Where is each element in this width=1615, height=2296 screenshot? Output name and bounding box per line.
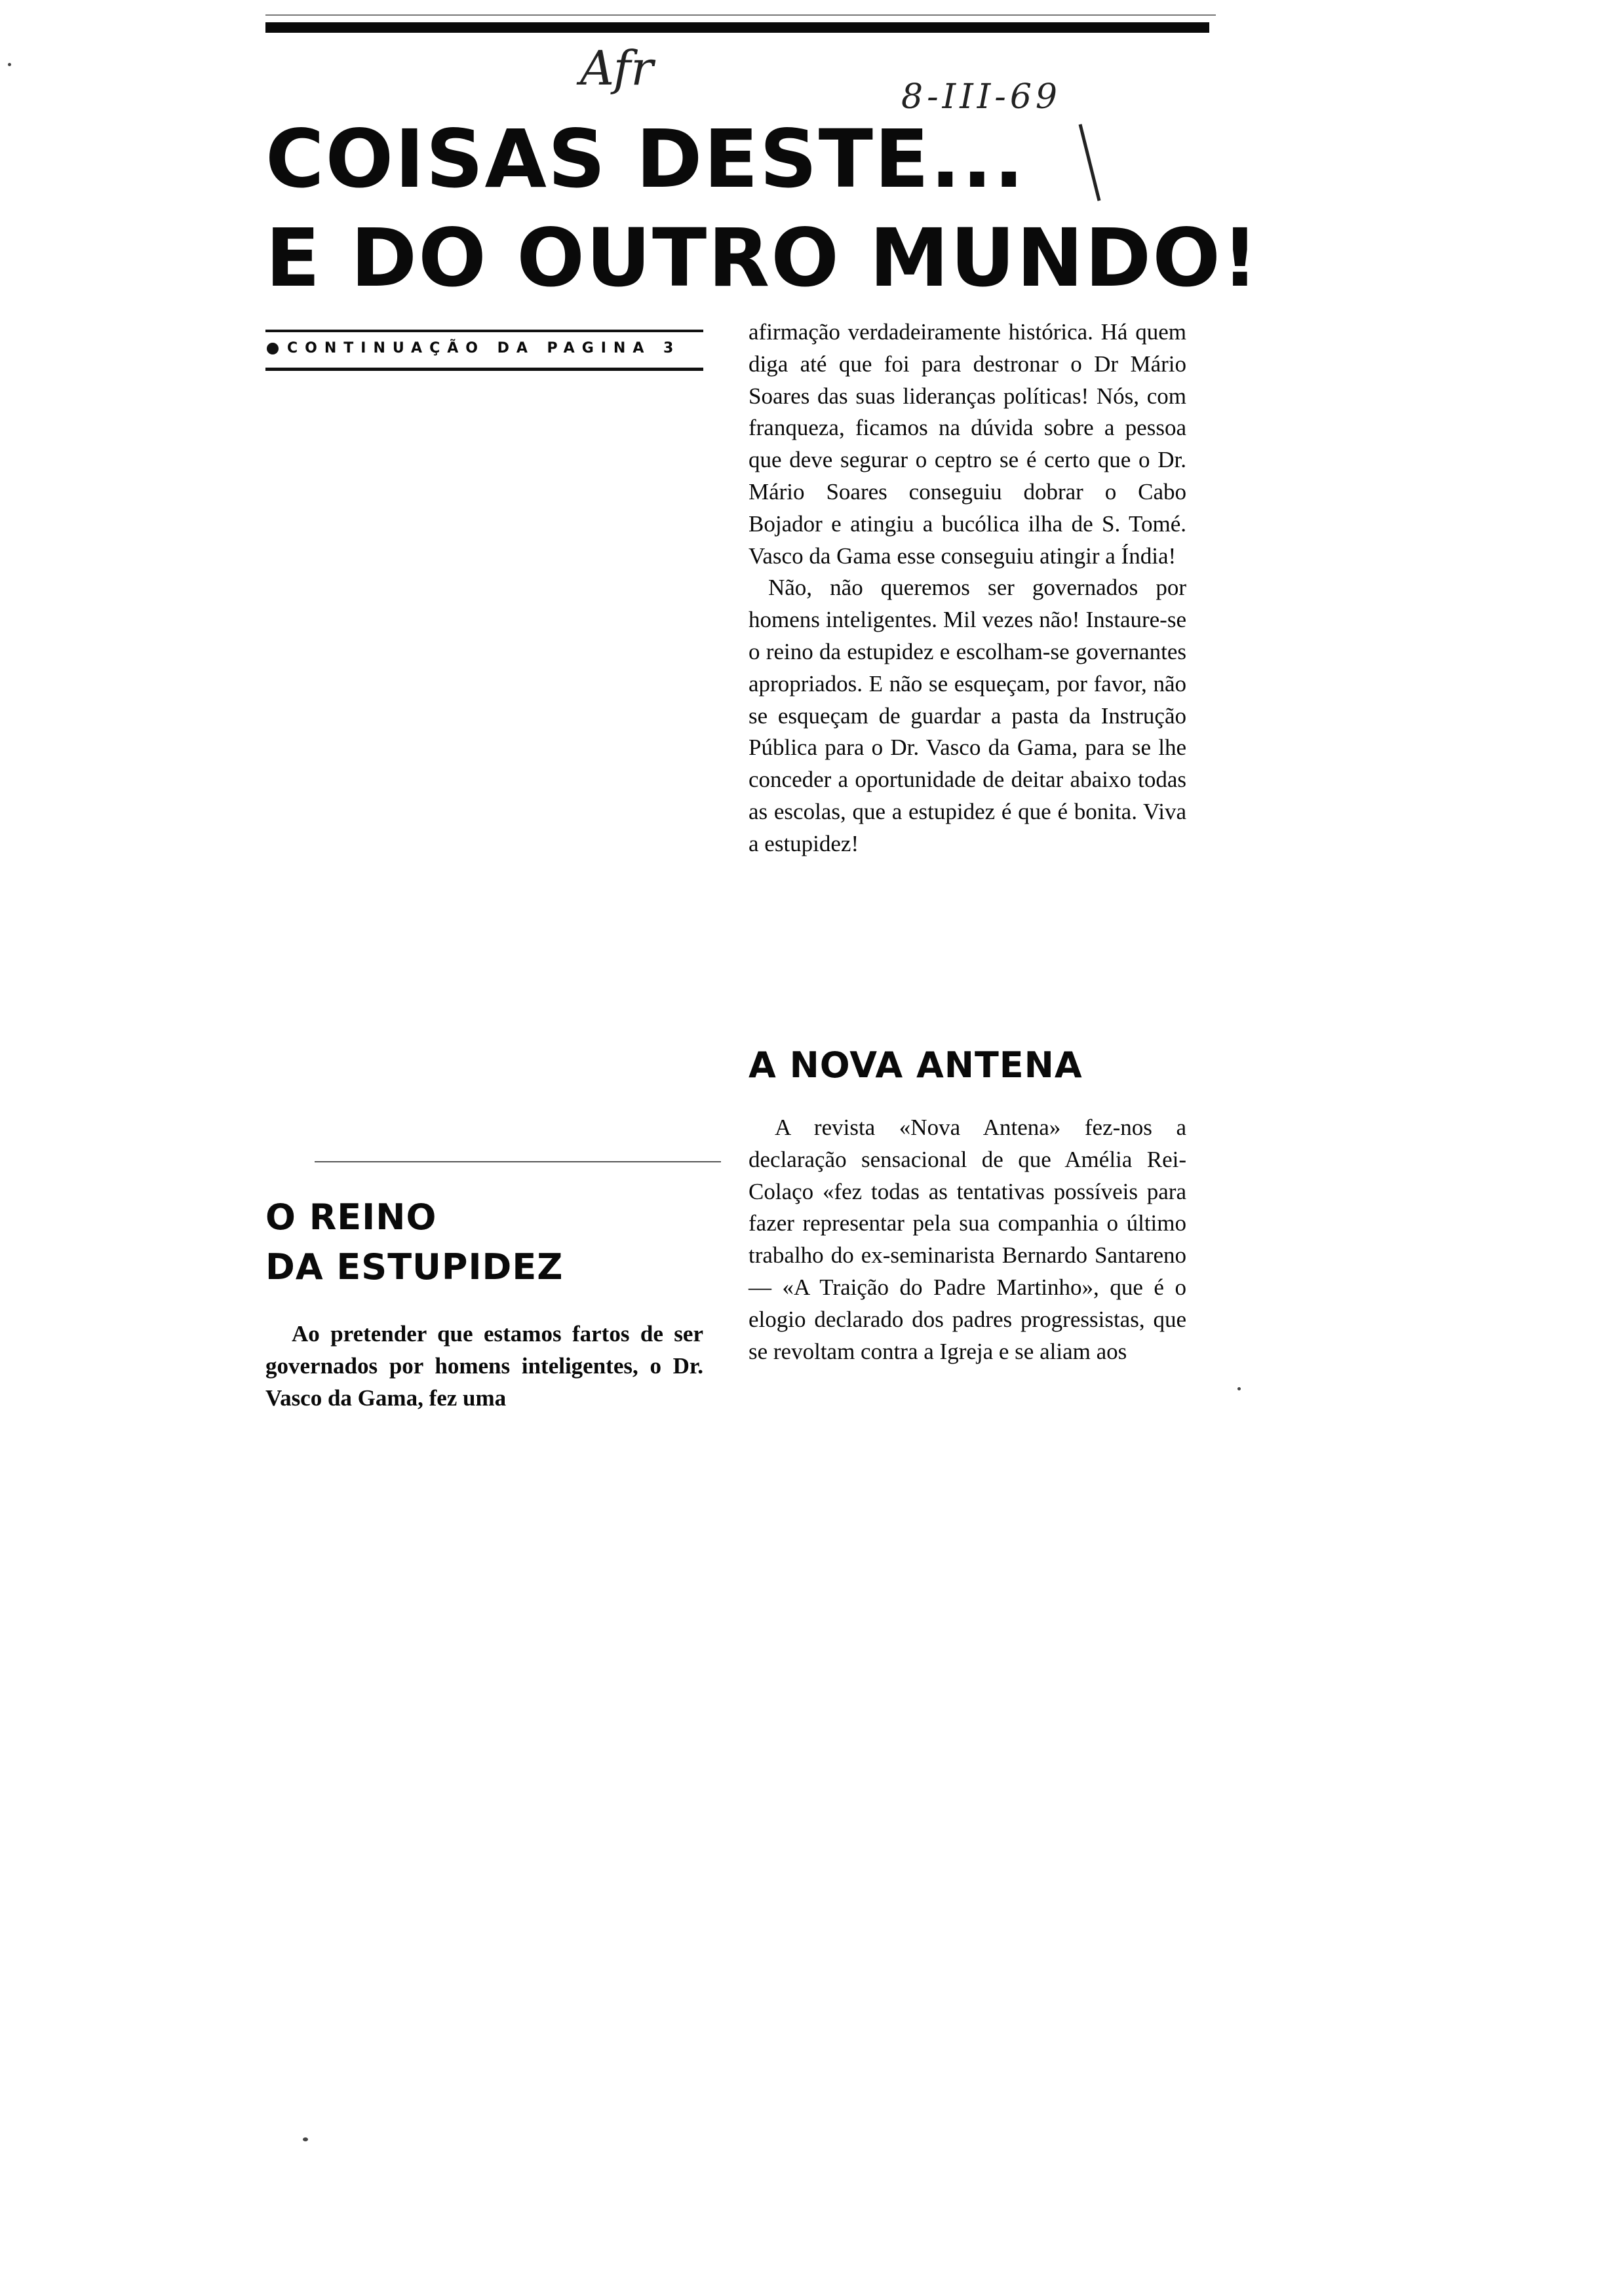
scan-speck: [303, 2137, 308, 2141]
right-column-article: [749, 316, 1186, 860]
reino-intro: [265, 1318, 703, 1414]
continuation-rule-bottom: [265, 368, 703, 371]
top-thick-rule: [265, 22, 1209, 33]
nova-antena-article: [749, 1112, 1186, 1368]
reino-intro-paragraph: Ao pretender que estamos fartos de ser governados por homens inteligentes, o Dr. Vasco da Gama, fez uma: [265, 1321, 703, 1411]
continuation-rule-top: [265, 330, 703, 332]
bullet-dot: [267, 343, 279, 354]
top-thin-rule: [265, 14, 1216, 16]
nova-antena-paragraph: A revista «Nova Antena» fez-nos a declaração sensacional de que Amélia Rei-Colaço «fez todas as tentativas possíveis para fazer representar pela sua companhia o último trabalho do ex-seminarista Bernardo Santareno — «A Traição do Padre Martinho», que é o elogio declarado dos padres progressistas, que se revoltam contra a Igreja e se aliam aos: [749, 1115, 1186, 1364]
headline-line-2: E DO OUTRO MUNDO!: [265, 212, 1260, 305]
scan-speck: [1237, 1387, 1241, 1390]
scan-speck: [8, 63, 11, 66]
section-title-nova-antena: A NOVA ANTENA: [749, 1044, 1083, 1086]
continuation-label: CONTINUAÇÃO DA PAGINA 3: [287, 340, 681, 356]
article-paragraph-1: afirmação verdadeiramente histórica. Há quem diga até que foi para destronar o Dr Mário Soares das suas lideranças políticas! Nós, com franqueza, ficamos na dúvida sobre a pessoa que deve segurar o ceptro se é certo que o Dr. Mário Soares conseguiu dobrar o Cabo Bojador e atingiu a bucólica ilha de S. Tomé. Vasco da Gama esse conseguiu atingir a Índia!: [749, 319, 1186, 569]
handwritten-date: 8-III-69: [901, 77, 1062, 117]
article-paragraph-2: Não, não queremos ser governados por homens inteligentes. Mil vezes não! Instaure-se o reino da estupidez e escolham-se governantes apropriados. E não se esqueçam, por favor, não se esqueçam de guardar a pasta da Instrução Pública para o Dr. Vasco da Gama, para se lhe conceder a oportunidade de deitar abaixo todas as escolas, que a estupidez é que é bonita. Viva a estupidez!: [749, 575, 1186, 856]
section-title-reino-line-1: O REINO: [265, 1196, 437, 1238]
reino-rule: [315, 1161, 721, 1162]
handwritten-mark: [1079, 124, 1101, 201]
section-title-reino-line-2: DA ESTUPIDEZ: [265, 1246, 564, 1288]
handwritten-signature: Afr: [580, 41, 653, 96]
headline-line-1: COISAS DESTE...: [265, 113, 1026, 206]
